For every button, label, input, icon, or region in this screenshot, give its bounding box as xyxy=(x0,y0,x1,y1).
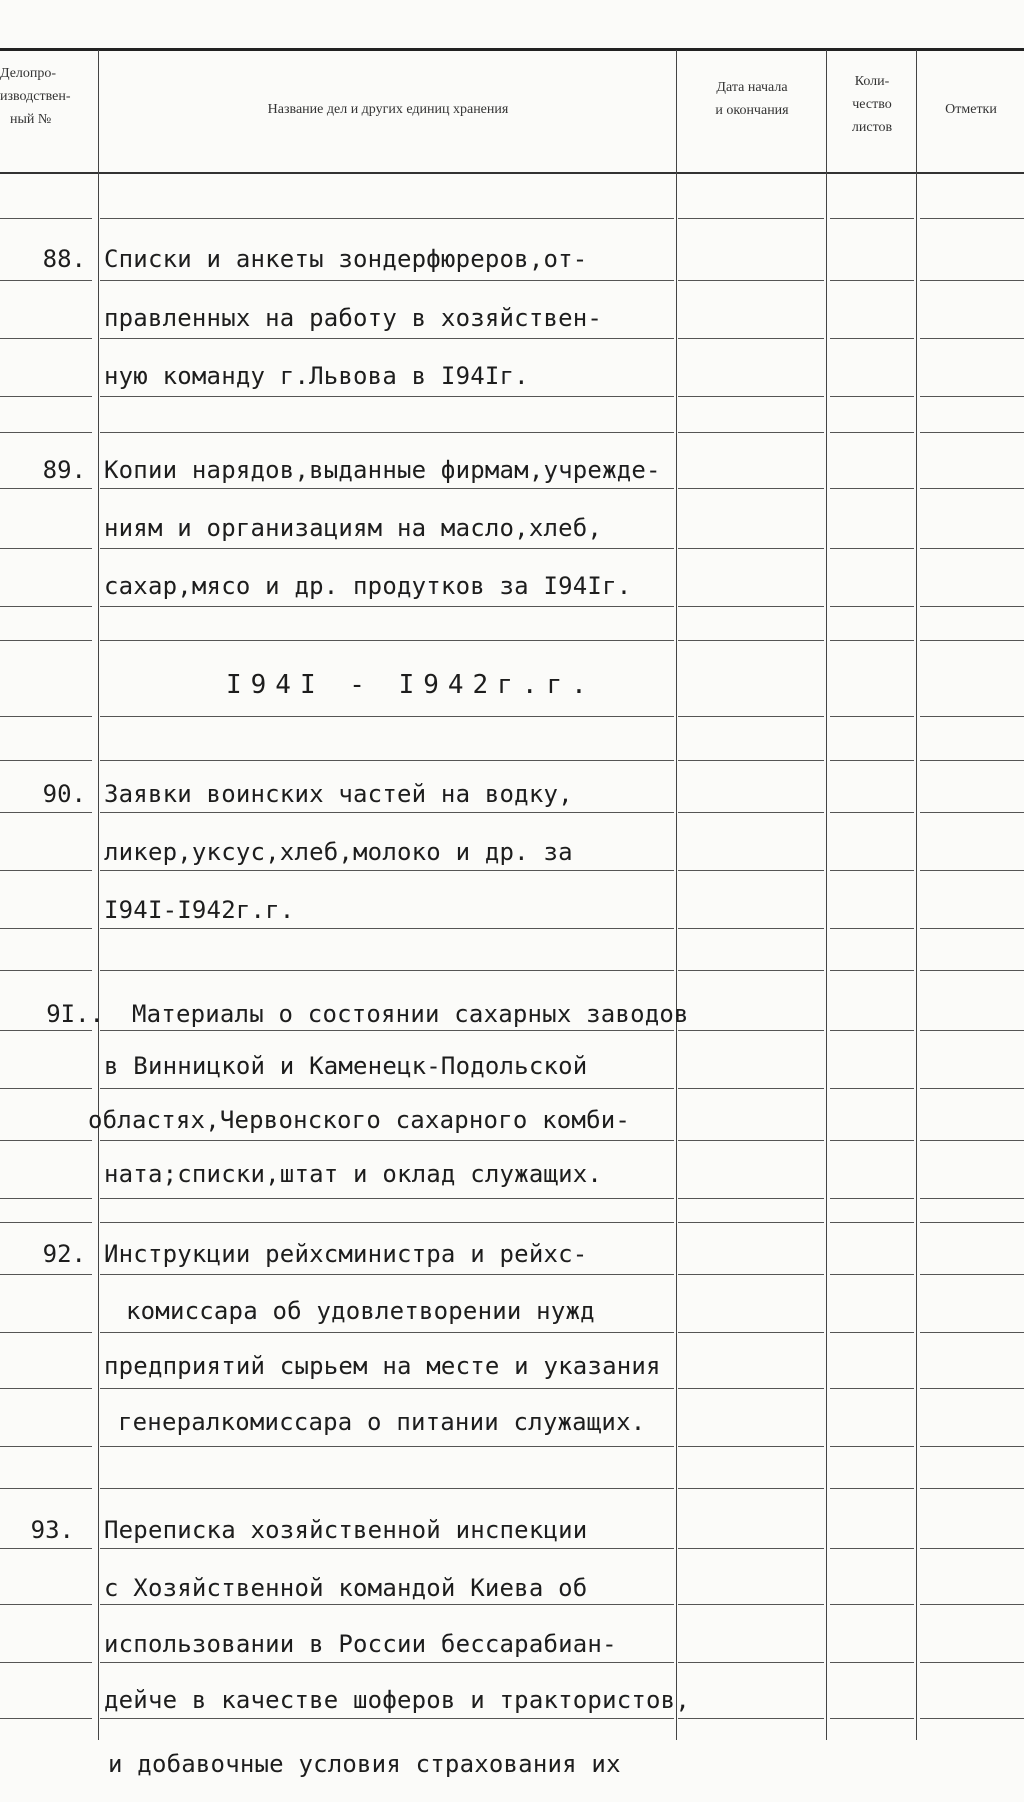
ruled-line xyxy=(678,606,824,607)
entry-line: сахар,мясо и др. продутков за I94Iг. xyxy=(104,572,632,600)
ruled-line xyxy=(100,432,674,433)
entry-number: 89. xyxy=(42,456,86,484)
ruled-line xyxy=(100,812,674,813)
ruled-line xyxy=(920,716,1024,717)
ruled-line xyxy=(678,1388,824,1389)
entry-line: ната;списки,штат и оклад служащих. xyxy=(104,1160,603,1188)
ruled-line xyxy=(830,396,914,397)
ruled-line xyxy=(830,870,914,871)
ruled-line xyxy=(0,870,92,871)
ruled-line xyxy=(0,1662,92,1663)
ruled-line xyxy=(920,640,1024,641)
ruled-line xyxy=(830,1388,914,1389)
ruled-line xyxy=(678,1274,824,1275)
ruled-line xyxy=(830,1088,914,1089)
header-col-dates xyxy=(678,76,826,122)
header-col-sheets-line: чество xyxy=(852,97,892,112)
ruled-line xyxy=(100,338,674,339)
ruled-line xyxy=(100,1332,674,1333)
year-heading: I94I - I942г.г. xyxy=(226,670,596,700)
ruled-line xyxy=(0,1446,92,1447)
entry-number: 90. xyxy=(42,780,86,808)
entry-line: использовании в России бессарабиан- xyxy=(104,1630,617,1658)
ruled-line xyxy=(830,1604,914,1605)
ruled-line xyxy=(678,1548,824,1549)
ruled-line xyxy=(920,928,1024,929)
ruled-line xyxy=(678,1088,824,1089)
entry-line: Переписка хозяйственной инспекции xyxy=(104,1516,588,1544)
entry-line: Копии нарядов,выданные фирмам,учрежде- xyxy=(104,456,661,484)
ruled-line xyxy=(678,640,824,641)
ruled-line xyxy=(100,488,674,489)
header-col-sheets xyxy=(828,70,916,139)
ruled-line xyxy=(0,1140,92,1141)
ruled-line xyxy=(920,1548,1024,1549)
header-col-sheets-line: Коли- xyxy=(854,74,890,89)
entry-line: комиссара об удовлетворении нужд xyxy=(126,1297,595,1325)
ruled-line xyxy=(0,338,92,339)
ruled-line xyxy=(920,1222,1024,1223)
ruled-line xyxy=(0,1332,92,1333)
ruled-line xyxy=(0,488,92,489)
ruled-line xyxy=(100,1662,674,1663)
ruled-line xyxy=(0,1088,92,1089)
header-col-notes-text: Отметки xyxy=(945,102,997,117)
ruled-line xyxy=(678,1030,824,1031)
ruled-line xyxy=(0,396,92,397)
ruled-line xyxy=(920,1030,1024,1031)
ruled-line xyxy=(0,1488,92,1489)
ruled-line xyxy=(920,280,1024,281)
ruled-line xyxy=(100,870,674,871)
ruled-line xyxy=(920,1140,1024,1141)
ruled-line xyxy=(830,1488,914,1489)
ruled-line xyxy=(920,760,1024,761)
ruled-line xyxy=(920,1198,1024,1199)
ruled-line xyxy=(0,640,92,641)
ruled-line xyxy=(678,716,824,717)
entry-line: Инструкции рейхсминистра и рейхс- xyxy=(104,1240,588,1268)
ruled-line xyxy=(678,488,824,489)
header-col-number-line: Делопро- xyxy=(0,66,57,81)
ruled-line xyxy=(0,812,92,813)
ruled-line xyxy=(920,432,1024,433)
ruled-line xyxy=(830,218,914,219)
ruled-line xyxy=(920,548,1024,549)
ruled-line xyxy=(100,606,674,607)
ruled-line xyxy=(920,1604,1024,1605)
ruled-line xyxy=(100,716,674,717)
ruled-line xyxy=(830,606,914,607)
ruled-line xyxy=(0,548,92,549)
ruled-line xyxy=(678,432,824,433)
ruled-line xyxy=(100,1388,674,1389)
ruled-line xyxy=(678,1718,824,1719)
ruled-line xyxy=(0,716,92,717)
ruled-line xyxy=(678,1222,824,1223)
entry-number: 92. xyxy=(42,1240,86,1268)
ruled-line xyxy=(678,1198,824,1199)
ruled-line xyxy=(0,280,92,281)
column-divider xyxy=(826,50,827,1740)
ruled-line xyxy=(830,1030,914,1031)
ruled-line xyxy=(100,928,674,929)
ruled-line xyxy=(830,928,914,929)
ruled-line xyxy=(920,1446,1024,1447)
ruled-line xyxy=(100,1488,674,1489)
ruled-line xyxy=(0,1030,92,1031)
ruled-line xyxy=(830,640,914,641)
ruled-line xyxy=(830,1548,914,1549)
ruled-line xyxy=(100,1718,674,1719)
header-col-notes xyxy=(918,98,1024,121)
ruled-line xyxy=(920,1088,1024,1089)
ruled-line xyxy=(100,1140,674,1141)
entry-number: 88. xyxy=(42,245,86,273)
ruled-line xyxy=(100,218,674,219)
ruled-line xyxy=(920,1718,1024,1719)
ruled-line xyxy=(100,1604,674,1605)
ruled-line xyxy=(920,812,1024,813)
column-divider xyxy=(916,50,917,1740)
ruled-line xyxy=(830,548,914,549)
ruled-line xyxy=(100,1548,674,1549)
entry-line: I94I-I942г.г. xyxy=(104,896,295,924)
ruled-line xyxy=(830,812,914,813)
entry-line: областях,Червонского сахарного комби- xyxy=(88,1106,631,1134)
ruled-line xyxy=(678,548,824,549)
ruled-line xyxy=(678,1662,824,1663)
entry-line: и добавочные условия страхования их xyxy=(108,1750,621,1778)
ruled-line xyxy=(100,1446,674,1447)
ruled-line xyxy=(0,432,92,433)
header-col-dates-line: Дата начала xyxy=(716,80,788,95)
entry-line: предприятий сырьем на месте и указания xyxy=(104,1352,661,1380)
ruled-line xyxy=(678,396,824,397)
ruled-line xyxy=(678,218,824,219)
ruled-line xyxy=(100,970,674,971)
entry-line: в Винницкой и Каменецк-Подольской xyxy=(104,1052,588,1080)
ruled-line xyxy=(0,760,92,761)
ruled-line xyxy=(678,870,824,871)
entry-number: 9I.. xyxy=(46,1000,104,1028)
ruled-line xyxy=(678,1140,824,1141)
ruled-line xyxy=(920,1388,1024,1389)
header-col-number xyxy=(0,62,96,131)
ruled-line xyxy=(920,1662,1024,1663)
header-col-title xyxy=(100,98,676,121)
ruled-line xyxy=(100,1030,674,1031)
ruled-line xyxy=(678,1488,824,1489)
ruled-line xyxy=(678,970,824,971)
header-col-number-line: ный № xyxy=(10,112,52,127)
entry-line: Материалы о состоянии сахарных заводов xyxy=(132,1000,689,1028)
ruled-line xyxy=(830,1140,914,1141)
ruled-line xyxy=(830,970,914,971)
header-col-title-text: Название дел и других единиц хранения xyxy=(267,102,509,117)
ruled-line xyxy=(0,970,92,971)
ruled-line xyxy=(830,1662,914,1663)
ruled-line xyxy=(0,1388,92,1389)
ruled-line xyxy=(920,338,1024,339)
ruled-line xyxy=(830,488,914,489)
ruled-line xyxy=(920,1274,1024,1275)
header-col-sheets-line: листов xyxy=(851,120,893,135)
entry-line: ниям и организациям на масло,хлеб, xyxy=(104,514,603,542)
ruled-line xyxy=(920,870,1024,871)
ruled-line xyxy=(100,1274,674,1275)
header-rule xyxy=(0,172,1024,174)
entry-line: ликер,уксус,хлеб,молоко и др. за xyxy=(104,838,573,866)
ruled-line xyxy=(100,760,674,761)
ruled-line xyxy=(830,280,914,281)
ruled-line xyxy=(100,1088,674,1089)
ruled-line xyxy=(830,1332,914,1333)
ruled-line xyxy=(678,1332,824,1333)
ruled-line xyxy=(0,1718,92,1719)
ruled-line xyxy=(678,812,824,813)
entry-line: с Хозяйственной командой Киева об xyxy=(104,1574,588,1602)
ruled-line xyxy=(100,396,674,397)
ruled-line xyxy=(0,1222,92,1223)
ruled-line xyxy=(920,1332,1024,1333)
ruled-line xyxy=(830,1222,914,1223)
ruled-line xyxy=(830,1198,914,1199)
ruled-line xyxy=(830,338,914,339)
ruled-line xyxy=(678,1604,824,1605)
ruled-line xyxy=(0,218,92,219)
ruled-line xyxy=(0,1548,92,1549)
ruled-line xyxy=(920,218,1024,219)
entry-line: Списки и анкеты зондерфюреров,от- xyxy=(104,245,588,273)
ruled-line xyxy=(100,640,674,641)
ruled-line xyxy=(0,1274,92,1275)
column-divider xyxy=(98,50,99,1740)
ruled-line xyxy=(100,280,674,281)
ruled-line xyxy=(100,1198,674,1199)
ruled-line xyxy=(830,760,914,761)
ruled-line xyxy=(830,1446,914,1447)
ruled-line xyxy=(920,396,1024,397)
ruled-line xyxy=(678,338,824,339)
ruled-line xyxy=(0,606,92,607)
ruled-line xyxy=(100,1222,674,1223)
ruled-line xyxy=(678,280,824,281)
header-col-number-line: изводствен- xyxy=(0,89,71,104)
header-col-dates-line: и окончания xyxy=(715,103,789,118)
ruled-line xyxy=(0,928,92,929)
top-rule xyxy=(0,48,1024,51)
ruled-line xyxy=(678,760,824,761)
ruled-line xyxy=(830,1274,914,1275)
ruled-line xyxy=(830,1718,914,1719)
entry-line: Заявки воинских частей на водку, xyxy=(104,780,573,808)
ruled-line xyxy=(100,548,674,549)
entry-line: дейче в качестве шоферов и трактористов, xyxy=(104,1686,690,1714)
entry-line: генералкомиссара о питании служащих. xyxy=(118,1408,646,1436)
ruled-line xyxy=(678,928,824,929)
ruled-line xyxy=(920,488,1024,489)
ruled-line xyxy=(830,432,914,433)
ruled-line xyxy=(920,970,1024,971)
entry-number: 93. xyxy=(30,1516,74,1544)
ruled-line xyxy=(920,1488,1024,1489)
ruled-line xyxy=(0,1198,92,1199)
ruled-line xyxy=(830,716,914,717)
entry-line: правленных на работу в хозяйствен- xyxy=(104,304,603,332)
ruled-line xyxy=(920,606,1024,607)
column-divider xyxy=(676,50,677,1740)
ruled-line xyxy=(678,1446,824,1447)
entry-line: ную команду г.Львова в I94Iг. xyxy=(104,362,529,390)
ruled-line xyxy=(0,1604,92,1605)
